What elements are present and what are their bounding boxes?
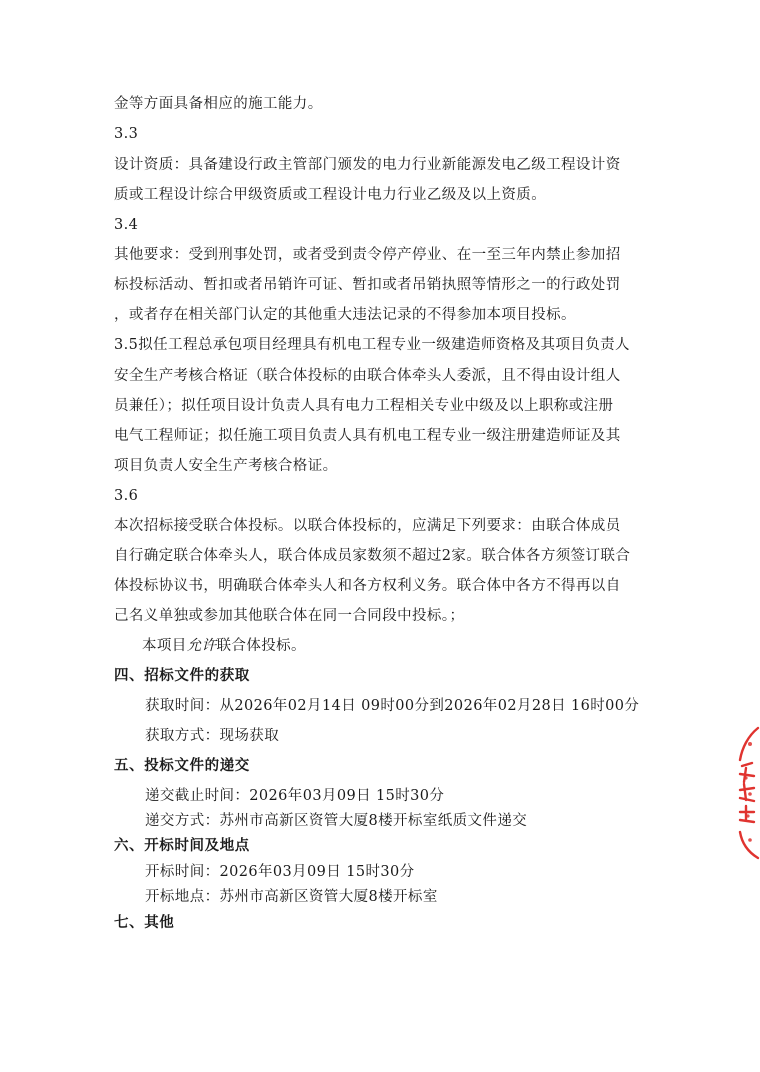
- clause-number-3-3: 3.3: [114, 126, 139, 142]
- joint-bid-suffix: 联合体投标。: [216, 638, 306, 654]
- opening-time: 开标时间：2026年03月09日 15时30分: [145, 864, 415, 880]
- joint-bid-prefix: 本项目: [142, 638, 187, 654]
- clause-number-3-6: 3.6: [114, 488, 139, 504]
- submission-method: 递交方式：苏州市高新区资管大厦8楼开标室纸质文件递交: [145, 813, 528, 829]
- section-7-heading: 七、其他: [114, 915, 175, 931]
- personnel-requirements-line-1: 3.5拟任工程总承包项目经理具有机电工程专业一级建造师资格及其项目负责人: [114, 337, 630, 353]
- other-requirements-line-3: ，或者存在相关部门认定的其他重大违法记录的不得参加本项目投标。: [114, 307, 576, 323]
- document-acquisition-time: 获取时间：从2026年02月14日 09时00分到2026年02月28日 16时00分: [145, 698, 640, 714]
- other-requirements-line-2: 标投标活动、暂扣或者吊销许可证、暂扣或者吊销执照等情形之一的行政处罚: [114, 277, 621, 293]
- joint-bid-line-2: 自行确定联合体牵头人，联合体成员家数须不超过2家。联合体各方须签订联合: [114, 548, 631, 564]
- joint-bid-allowed: [142, 636, 306, 656]
- personnel-requirements-line-5: 项目负责人安全生产考核合格证。: [114, 458, 338, 474]
- section-6-heading: 六、开标时间及地点: [114, 838, 250, 854]
- paragraph-continuation: 金等方面具备相应的施工能力。: [114, 96, 323, 112]
- personnel-requirements-line-4: 电气工程师证；拟任施工项目负责人具有机电工程专业一级注册建造师证及其: [114, 428, 621, 444]
- design-qualification-line-2: 质或工程设计综合甲级资质或工程设计电力行业乙级及以上资质。: [114, 187, 547, 203]
- joint-bid-line-1: 本次招标接受联合体投标。以联合体投标的，应满足下列要求：由联合体成员: [114, 518, 621, 534]
- document-acquisition-method: 获取方式：现场获取: [145, 728, 280, 744]
- joint-bid-line-4: 己名义单独或参加其他联合体在同一合同段中投标。；: [114, 608, 465, 624]
- official-seal-stamp: [728, 720, 760, 860]
- section-4-heading: 四、招标文件的获取: [114, 668, 250, 684]
- personnel-requirements-line-2: 安全生产考核合格证（联合体投标的由联合体牵头人委派，且不得由设计组人: [114, 368, 621, 384]
- design-qualification-line-1: 设计资质：具备建设行政主管部门颁发的电力行业新能源发电乙级工程设计资: [114, 157, 621, 173]
- joint-bid-allowed-value: 允许: [186, 638, 217, 654]
- personnel-requirements-line-3: 员兼任）；拟任项目设计负责人具有电力工程相关专业中级及以上职称或注册: [114, 398, 614, 414]
- joint-bid-line-3: 体投标协议书，明确联合体牵头人和各方权利义务。联合体中各方不得再以自: [114, 578, 621, 594]
- submission-deadline: 递交截止时间：2026年03月09日 15时30分: [145, 788, 445, 804]
- clause-number-3-4: 3.4: [114, 217, 139, 233]
- opening-place: 开标地点：苏州市高新区资管大厦8楼开标室: [145, 889, 438, 905]
- other-requirements-line-1: 其他要求：受到刑事处罚，或者受到责令停产停业、在一至三年内禁止参加招: [114, 247, 621, 263]
- section-5-heading: 五、投标文件的递交: [114, 758, 250, 774]
